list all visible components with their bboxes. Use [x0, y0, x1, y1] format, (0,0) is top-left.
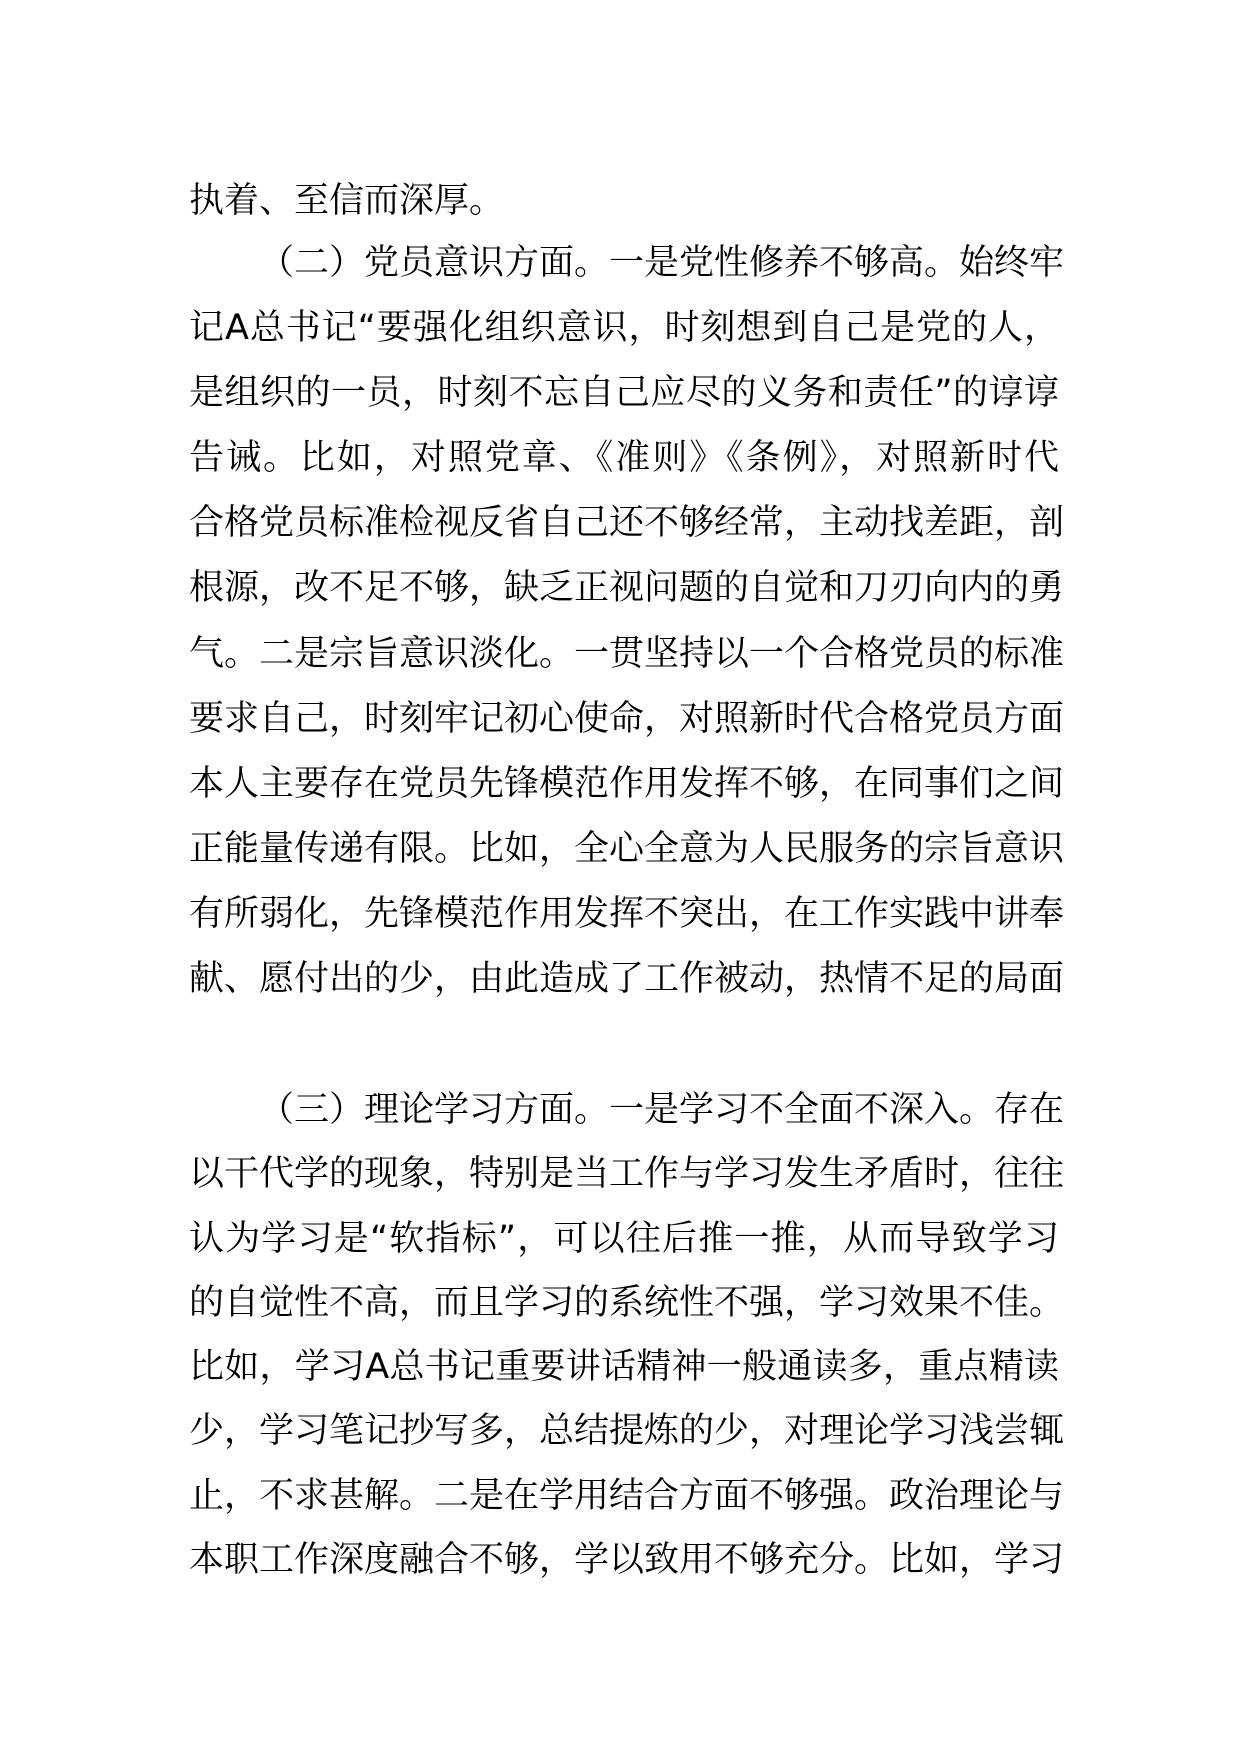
text-line: 执着、至信而深厚。 — [189, 181, 505, 221]
text-line: 要求自己，时刻牢记初心使命，对照新时代合格党员方面 — [189, 698, 1065, 739]
text-line: 认为学习是“软指标”，可以往后推一推，从而导致学习 — [189, 1218, 1059, 1259]
text-line: 少，学习笔记抄写多，总结提炼的少，对理论学习浅尝辄 — [189, 1411, 1065, 1452]
text-line: 气。二是宗旨意识淡化。一贯坚持以一个合格党员的标准 — [189, 633, 1065, 674]
text-line: 告诫。比如，对照党章、《准则》《条例》，对照新时代 — [189, 438, 1059, 479]
text-line: 记A总书记“要强化组织意识，时刻想到自己是党的人， — [189, 308, 1059, 349]
text-line: 本职工作深度融合不够，学以致用不够充分。比如，学习 — [189, 1540, 1065, 1581]
section-heading-line: （三）理论学习方面。一是学习不全面不深入。存在 — [259, 1090, 1065, 1130]
text-line: 以干代学的现象，特别是当工作与学习发生矛盾时，往往 — [189, 1154, 1065, 1195]
paragraph-continuation — [189, 168, 1059, 234]
paragraph-section-3 — [189, 1078, 1065, 1592]
text-line: 的自觉性不高，而且学习的系统性不强，学习效果不佳。 — [189, 1282, 1065, 1323]
text-line: 本人主要存在党员先锋模范作用发挥不够，在同事们之间 — [189, 763, 1065, 804]
text-line: 止，不求甚解。二是在学用结合方面不够强。政治理论与 — [189, 1475, 1065, 1516]
section-heading-line: （二）党员意识方面。一是党性修养不够高。始终牢 — [259, 243, 1065, 283]
text-line: 合格党员标准检视反省自己还不够经常，主动找差距，剖 — [189, 503, 1065, 544]
text-line: 比如，学习A总书记重要讲话精神一般通读多，重点精读 — [189, 1347, 1059, 1388]
text-line: 正能量传递有限。比如，全心全意为人民服务的宗旨意识 — [189, 828, 1065, 869]
paragraph-section-2 — [189, 231, 1065, 1012]
text-line: 有所弱化，先锋模范作用发挥不突出，在工作实践中讲奉 — [189, 893, 1065, 934]
text-line: 献、愿付出的少，由此造成了工作被动，热情不足的局面 — [189, 959, 1065, 1000]
text-line: 根源，改不足不够，缺乏正视问题的自觉和刀刃向内的勇 — [189, 568, 1065, 609]
text-line: 是组织的一员，时刻不忘自己应尽的义务和责任”的谆谆 — [189, 373, 1059, 414]
